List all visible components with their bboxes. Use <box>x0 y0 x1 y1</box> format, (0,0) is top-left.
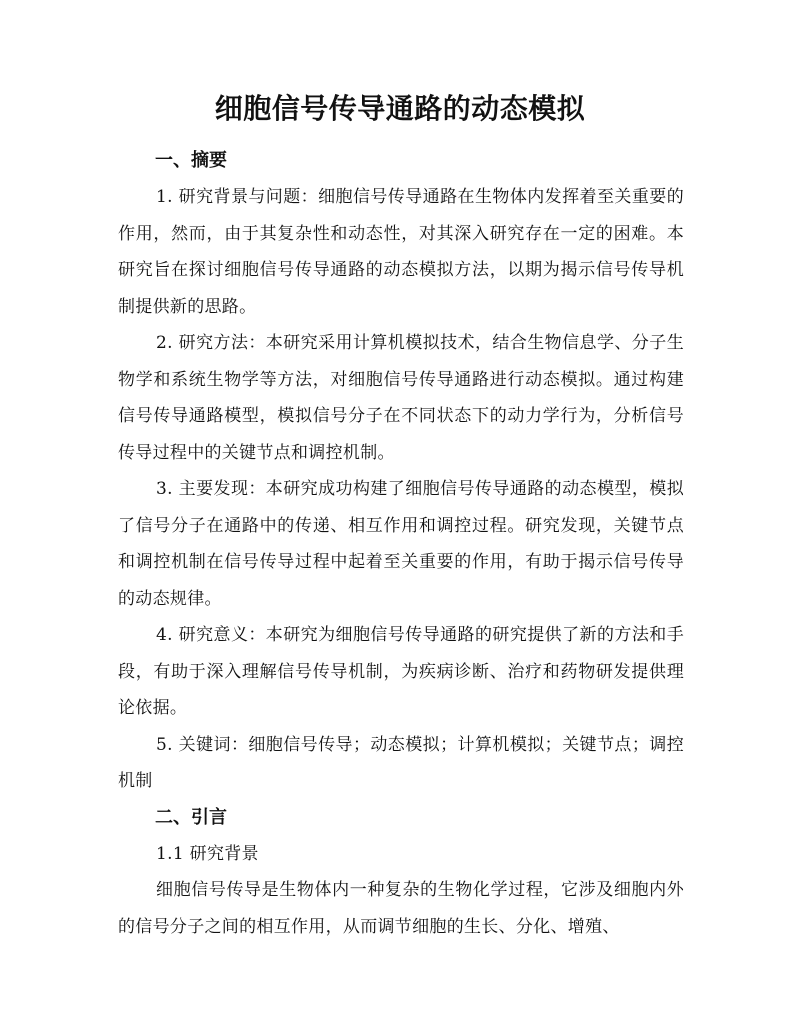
intro-subheading: 1.1 研究背景 <box>156 843 259 864</box>
abstract-heading: 一、摘要 <box>155 150 227 171</box>
abstract-item-background: 1. 研究背景与问题：细胞信号传导通路在生物体内发挥着至关重要的作用，然而，由于其复杂性和动态性，对其深入研究存在一定的困难。本研究旨在探讨细胞信号传导通路的动态模拟方法，以期为揭示信号传导机制提供新的思路。 <box>118 187 684 317</box>
document-body <box>118 143 684 945</box>
abstract-item-findings: 3. 主要发现：本研究成功构建了细胞信号传导通路的动态模型，模拟了信号分子在通路中的传递、相互作用和调控过程。研究发现，关键节点和调控机制在信号传导过程中起着至关重要的作用，有助于揭示信号传导的动态规律。 <box>118 479 684 609</box>
intro-paragraph: 细胞信号传导是生物体内一种复杂的生物化学过程，它涉及细胞内外的信号分子之间的相互作用，从而调节细胞的生长、分化、增殖、 <box>118 880 684 937</box>
document-title: 细胞信号传导通路的动态模拟 <box>214 92 586 125</box>
abstract-item-methods: 2. 研究方法：本研究采用计算机模拟技术，结合生物信息学、分子生物学和系统生物学等方法，对细胞信号传导通路进行动态模拟。通过构建信号传导通路模型，模拟信号分子在不同状态下的动力学行为，分析信号传导过程中的关键节点和调控机制。 <box>118 333 684 463</box>
abstract-item-keywords: 5. 关键词：细胞信号传导；动态模拟；计算机模拟；关键节点；调控机制 <box>118 734 684 791</box>
intro-heading: 二、引言 <box>155 806 227 828</box>
abstract-item-significance: 4. 研究意义：本研究为细胞信号传导通路的研究提供了新的方法和手段，有助于深入理解信号传导机制，为疾病诊断、治疗和药物研发提供理论依据。 <box>118 625 684 718</box>
